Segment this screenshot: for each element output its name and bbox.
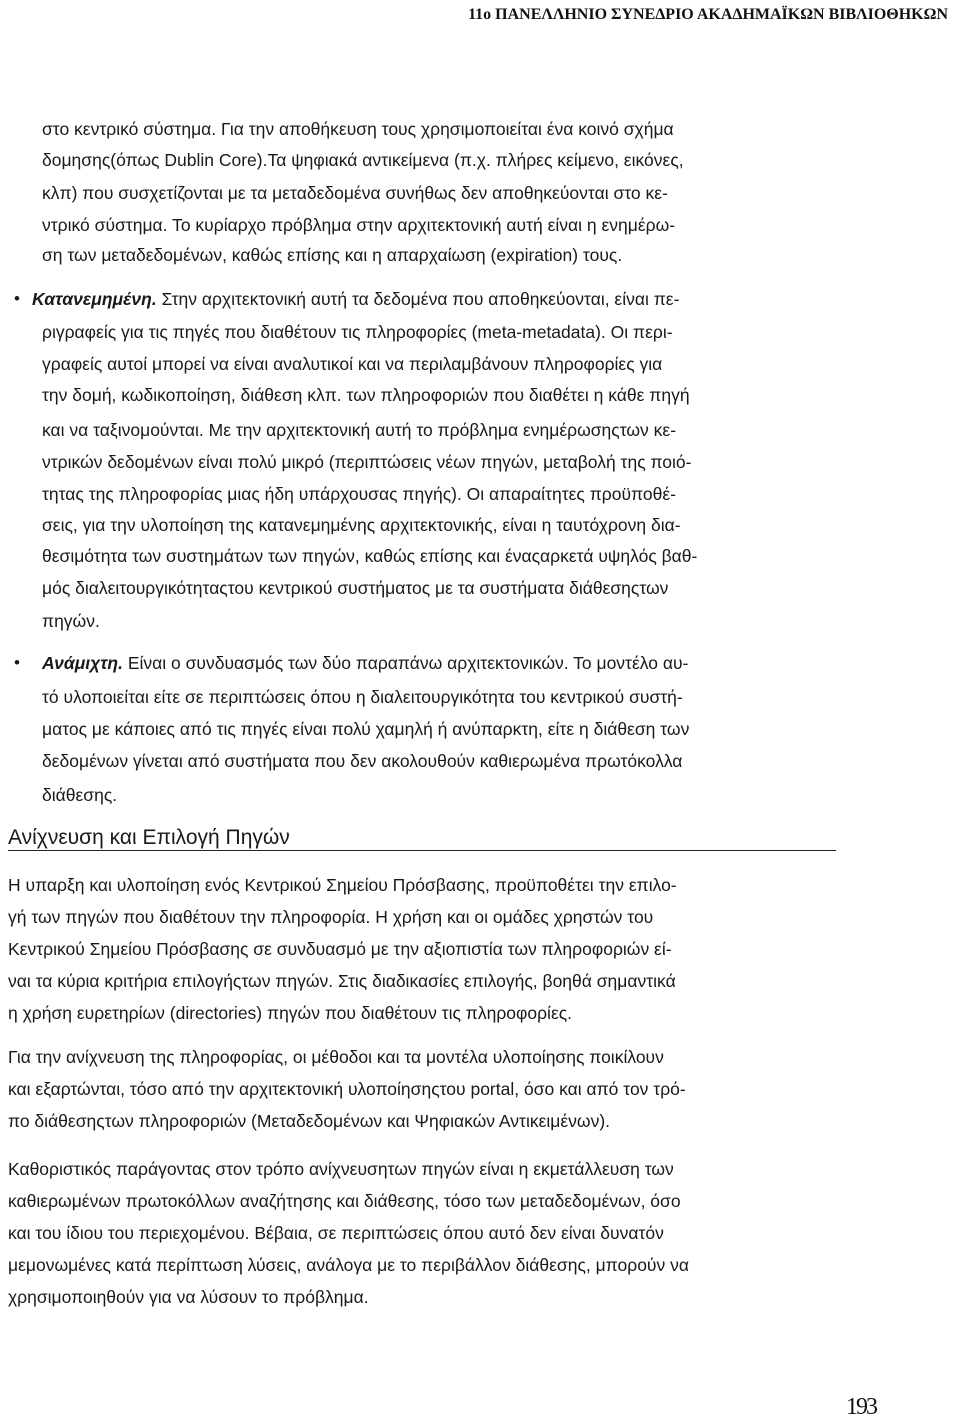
text-line: δεδομένων γίνεται από συστήματα που δεν ακολουθούν καθιερωμένα πρωτόκολλα	[42, 751, 683, 771]
text-line: στο κεντρικό σύστημα. Για την αποθήκευση τους χρησιμοποιείται ένα κοινό σχήμα	[42, 119, 674, 139]
text-line: κλπ) που συσχετίζονται με τα μεταδεδομένα συνήθως δεν αποθηκεύονται στο κε-	[42, 183, 668, 203]
text-line: και του ίδιου του περιεχομένου. Βέβαια, σε περιπτώσεις όπου αυτό δεν είναι δυνατόν	[8, 1223, 664, 1243]
text-line: θεσιμότητα των συστημάτων των πηγών, καθώς επίσης και έναςαρκετά υψηλός βαθ-	[42, 546, 698, 566]
text-line: δομησης(όπως Dublin Core).Τα ψηφιακά αντικείμενα (π.χ. πλήρες κείμενο, εικόνες,	[42, 150, 684, 170]
text-line: Η υπαρξη και υλοποίηση ενός Κεντρικού Σημείου Πρόσβασης, προϋποθέτει την επιλο-	[8, 875, 677, 895]
text-line: τητας της πληροφορίας μιας ήδη υπάρχουσας πηγής). Οι απαραίτητες προϋποθέ-	[42, 484, 676, 504]
text-line: ντρικό σύστημα. Το κυρίαρχο πρόβλημα στην αρχιτεκτονική αυτή είναι η ενημέρω-	[42, 215, 676, 235]
running-header: 11ο ΠΑΝΕΛΛΗΝΙΟ ΣΥΝΕΔΡΙΟ ΑΚΑΔΗΜΑΪΚΩΝ ΒΙΒΛΙΟΘΗΚΩΝ	[468, 6, 948, 23]
bullet-title: Κατανεμημένη.	[32, 289, 157, 309]
text-line: γραφείς αυτοί μπορεί να είναι αναλυτικοί και να περιλαμβάνουν πληροφορίες για	[42, 354, 663, 374]
text-line: και εξαρτώνται, τόσο από την αρχιτεκτονική υλοποίησηςτου portal, όσο και από τον τρό-	[8, 1079, 686, 1099]
text-line: τό υλοποιείται είτε σε περιπτώσεις όπου η διαλειτουργικότητα του κεντρικού συστή-	[42, 687, 683, 707]
text-line: Καθοριστικός παράγοντας στον τρόπο ανίχνευσητων πηγών είναι η εκμετάλλευση των	[8, 1159, 674, 1179]
text-line: μεμονωμένες κατά περίπτωση λύσεις, ανάλογα με το περιβάλλον διάθεσης, μπορούν να	[8, 1255, 689, 1275]
text-line: ματος με κάποιες από τις πηγές είναι πολύ χαμηλή ή ανύπαρκτη, είτε η διάθεση των	[42, 719, 690, 739]
text-line: μός διαλειτουργικότηταςτου κεντρικού συστήματος με τα συστήματα διάθεσηςτων	[42, 578, 669, 598]
text-line: και να ταξινομούνται. Με την αρχιτεκτονική αυτή το πρόβλημα ενημέρωσηςτων κε-	[42, 420, 677, 440]
text-line: ση των μεταδεδομένων, καθώς επίσης και η απαρχαίωση (expiration) τους.	[42, 245, 623, 265]
bullet-text: Στην αρχιτεκτονική αυτή τα δεδομένα που αποθηκεύονται, είναι πε-	[156, 289, 680, 309]
bullet-icon: •	[14, 289, 20, 308]
text-line	[32, 288, 679, 310]
text-line: καθιερωμένων πρωτοκόλλων αναζήτησης και διάθεσης, τόσο των μεταδεδομένων, όσο	[8, 1191, 681, 1211]
text-line: ριγραφείς για τις πηγές που διαθέτουν τις πληροφορίες (meta-metadata). Οι περι-	[42, 322, 673, 342]
text-line: γή των πηγών που διαθέτουν την πληροφορία. Η χρήση και οι ομάδες χρηστών του	[8, 907, 654, 927]
text-line: την δομή, κωδικοποίηση, διάθεση κλπ. των πληροφοριών που διαθέτει η κάθε πηγή	[42, 385, 690, 405]
text-line: διάθεσης.	[42, 785, 118, 805]
bullet-title: Ανάμιχτη.	[42, 653, 123, 673]
text-line: Για την ανίχνευση της πληροφορίας, οι μέθοδοι και τα μοντέλα υλοποίησης ποικίλουν	[8, 1047, 664, 1067]
text-line: Κεντρικού Σημείου Πρόσβασης σε συνδυασμό με την αξιοπιστία των πληροφοριών εί-	[8, 939, 672, 959]
bullet-icon: •	[14, 653, 20, 672]
text-line: πο διάθεσηςτων πληροφοριών (Μεταδεδομένων και Ψηφιακών Αντικειμένων).	[8, 1111, 611, 1131]
page-number: 193	[846, 1394, 876, 1420]
text-line: ντρικών δεδομένων είναι πολύ μικρό (περιπτώσεις νέων πηγών, μεταβολή της ποιό-	[42, 452, 692, 472]
text-line: σεις, για την υλοποίηση της κατανεμημένης αρχιτεκτονικής, είναι η ταυτόχρονη δια-	[42, 515, 681, 535]
text-line: χρησιμοποιηθούν για να λύσουν το πρόβλημα.	[8, 1287, 369, 1307]
section-heading: Ανίχνευση και Επιλογή Πηγών	[8, 826, 836, 851]
text-line: η χρήση ευρετηρίων (directories) πηγών που διαθέτουν τις πληροφορίες.	[8, 1003, 573, 1023]
bullet-text: Είναι ο συνδυασμός των δύο παραπάνω αρχιτεκτονικών. Το μοντέλο αυ-	[122, 653, 689, 673]
text-line	[42, 652, 688, 674]
text-line: ναι τα κύρια κριτήρια επιλογήςτων πηγών. Στις διαδικασίες επιλογής, βοηθά σημαντικά	[8, 971, 676, 991]
text-line: πηγών.	[42, 611, 100, 631]
